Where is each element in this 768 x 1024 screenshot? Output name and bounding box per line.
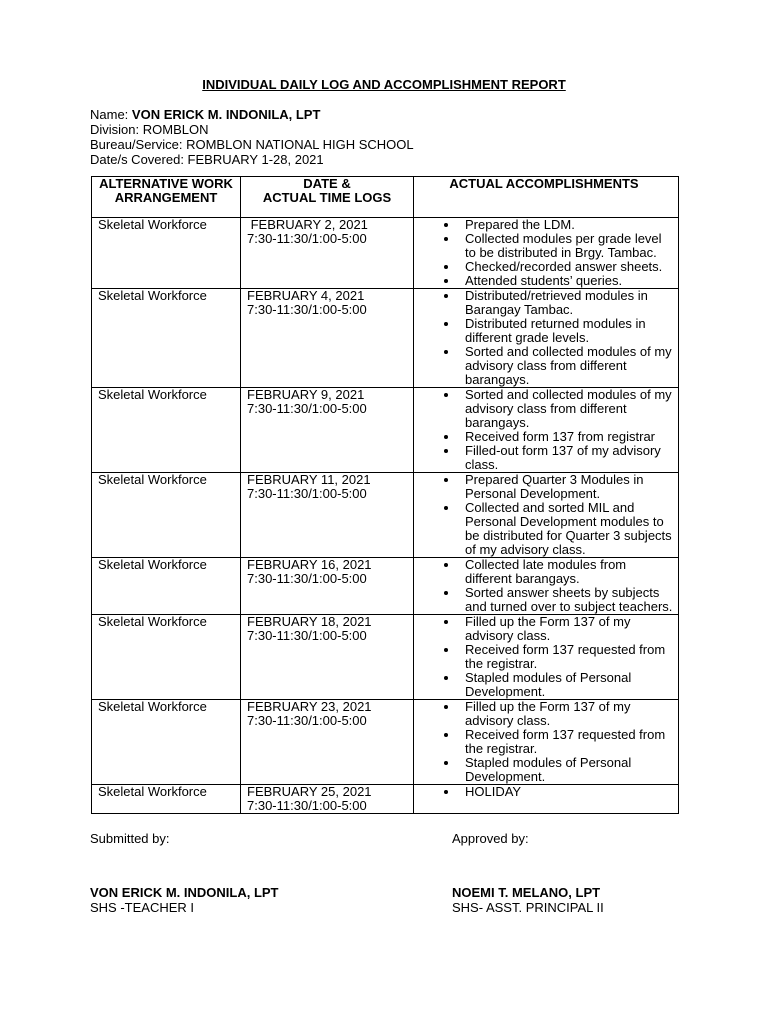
- table-header-row: [92, 177, 679, 218]
- employee-name: VON ERICK M. INDONILA, LPT: [131, 107, 321, 122]
- date-time-cell: [241, 218, 414, 289]
- report-info: [90, 107, 414, 167]
- log-date: FEBRUARY 18, 2021: [247, 614, 372, 629]
- accomplishment-list: [414, 785, 678, 799]
- date-time-cell: [241, 289, 414, 388]
- time-log: 7:30-11:30/1:00-5:00: [247, 798, 367, 813]
- division-line: Division: ROMBLON: [90, 122, 209, 137]
- table-row: [92, 473, 679, 558]
- accomplishment-item: • Filled-out form 137 of my advisory class.: [459, 444, 674, 472]
- accomplishments-cell: [414, 785, 679, 814]
- log-date: FEBRUARY 25, 2021: [247, 784, 372, 799]
- accomplishment-item: • Received form 137 from registrar: [459, 430, 674, 444]
- accomplishment-item: • Sorted answer sheets by subjects and turned over to subject teachers.: [459, 586, 674, 614]
- table-row: [92, 785, 679, 814]
- approved-label: Approved by:: [452, 831, 529, 846]
- log-date: FEBRUARY 11, 2021: [247, 472, 371, 487]
- accomplishment-item: • Received form 137 requested from the registrar.: [459, 728, 674, 756]
- accomplishment-list: [414, 615, 678, 699]
- submitter-title: SHS -TEACHER I: [90, 900, 195, 915]
- accomplishments-cell: [414, 473, 679, 558]
- submitted-label: Submitted by:: [90, 831, 170, 846]
- accomplishment-item: • Sorted and collected modules of my advisory class from different barangays.: [459, 388, 674, 430]
- arrangement-cell: Skeletal Workforce: [92, 558, 241, 615]
- table-row: [92, 218, 679, 289]
- header-date-time: [241, 177, 414, 218]
- approver-name: NOEMI T. MELANO, LPT: [452, 885, 601, 900]
- arrangement-cell: Skeletal Workforce: [92, 785, 241, 814]
- daily-log-table: [91, 176, 679, 814]
- accomplishment-list: [414, 473, 678, 557]
- accomplishments-cell: [414, 615, 679, 700]
- accomplishment-list: [414, 388, 678, 472]
- accomplishments-cell: [414, 388, 679, 473]
- table-row: [92, 700, 679, 785]
- header-arrangement: ALTERNATIVE WORK ARRANGEMENT: [92, 177, 241, 218]
- accomplishments-cell: [414, 218, 679, 289]
- table-row: [92, 289, 679, 388]
- date-time-cell: [241, 615, 414, 700]
- accomplishment-item: • Stapled modules of Personal Development.: [459, 756, 674, 784]
- accomplishment-item: • Collected modules per grade level to be distributed in Brgy. Tambac.: [459, 232, 674, 260]
- accomplishments-cell: [414, 289, 679, 388]
- table-row: [92, 388, 679, 473]
- arrangement-cell: Skeletal Workforce: [92, 218, 241, 289]
- dates-covered-line: Date/s Covered: FEBRUARY 1-28, 2021: [90, 152, 324, 167]
- submitter-signature: [90, 885, 279, 915]
- header-time-logs: ACTUAL TIME LOGS: [262, 190, 392, 205]
- table-row: [92, 558, 679, 615]
- accomplishment-item: • Sorted and collected modules of my advisory class from different barangays.: [459, 345, 674, 387]
- accomplishment-item: • Distributed/retrieved modules in Barangay Tambac.: [459, 289, 674, 317]
- accomplishment-item: • Checked/recorded answer sheets.: [459, 260, 674, 274]
- log-date: FEBRUARY 23, 2021: [247, 699, 372, 714]
- time-log: 7:30-11:30/1:00-5:00: [247, 571, 367, 586]
- log-date: FEBRUARY 4, 2021: [247, 288, 365, 303]
- log-date: FEBRUARY 9, 2021: [247, 387, 365, 402]
- approver-signature: [452, 885, 604, 915]
- date-time-cell: [241, 388, 414, 473]
- accomplishment-item: • Filled up the Form 137 of my advisory class.: [459, 615, 674, 643]
- submitter-name: VON ERICK M. INDONILA, LPT: [90, 885, 279, 900]
- name-line: [90, 107, 414, 122]
- name-label: Name:: [90, 107, 129, 122]
- time-log: 7:30-11:30/1:00-5:00: [247, 713, 367, 728]
- accomplishment-list: [414, 558, 678, 614]
- table-row: [92, 615, 679, 700]
- arrangement-cell: Skeletal Workforce: [92, 388, 241, 473]
- accomplishment-item: • Attended students’ queries.: [459, 274, 674, 288]
- time-log: 7:30-11:30/1:00-5:00: [247, 302, 367, 317]
- header-date: DATE &: [303, 176, 351, 191]
- arrangement-cell: Skeletal Workforce: [92, 473, 241, 558]
- arrangement-cell: Skeletal Workforce: [92, 289, 241, 388]
- date-time-cell: [241, 558, 414, 615]
- accomplishment-list: [414, 700, 678, 784]
- accomplishments-cell: [414, 700, 679, 785]
- log-date: FEBRUARY 16, 2021: [247, 557, 372, 572]
- date-time-cell: [241, 700, 414, 785]
- accomplishment-list: [414, 218, 678, 288]
- time-log: 7:30-11:30/1:00-5:00: [247, 401, 367, 416]
- accomplishment-item: • Prepared the LDM.: [459, 218, 674, 232]
- date-time-cell: [241, 473, 414, 558]
- table-body: [92, 218, 679, 814]
- bureau-line: Bureau/Service: ROMBLON NATIONAL HIGH SCHOOL: [90, 137, 414, 152]
- arrangement-cell: Skeletal Workforce: [92, 700, 241, 785]
- time-log: 7:30-11:30/1:00-5:00: [247, 628, 367, 643]
- accomplishment-item: • Received form 137 requested from the registrar.: [459, 643, 674, 671]
- accomplishments-cell: [414, 558, 679, 615]
- accomplishment-item: • Filled up the Form 137 of my advisory class.: [459, 700, 674, 728]
- accomplishment-item: • HOLIDAY: [459, 785, 674, 799]
- report-title: INDIVIDUAL DAILY LOG AND ACCOMPLISHMENT REPORT: [202, 77, 566, 92]
- accomplishment-item: • Stapled modules of Personal Development.: [459, 671, 674, 699]
- log-date: FEBRUARY 2, 2021: [247, 217, 368, 232]
- arrangement-cell: Skeletal Workforce: [92, 615, 241, 700]
- accomplishment-item: • Collected late modules from different barangays.: [459, 558, 674, 586]
- time-log: 7:30-11:30/1:00-5:00: [247, 486, 367, 501]
- accomplishment-item: • Collected and sorted MIL and Personal Development modules to be distributed for Quarter 3 subjects of my advisory class.: [459, 501, 674, 557]
- date-time-cell: [241, 785, 414, 814]
- accomplishment-list: [414, 289, 678, 387]
- approver-title: SHS- ASST. PRINCIPAL II: [452, 900, 604, 915]
- header-accomplishments: ACTUAL ACCOMPLISHMENTS: [414, 177, 679, 218]
- accomplishment-item: • Distributed returned modules in different grade levels.: [459, 317, 674, 345]
- time-log: 7:30-11:30/1:00-5:00: [247, 231, 367, 246]
- accomplishment-item: • Prepared Quarter 3 Modules in Personal Development.: [459, 473, 674, 501]
